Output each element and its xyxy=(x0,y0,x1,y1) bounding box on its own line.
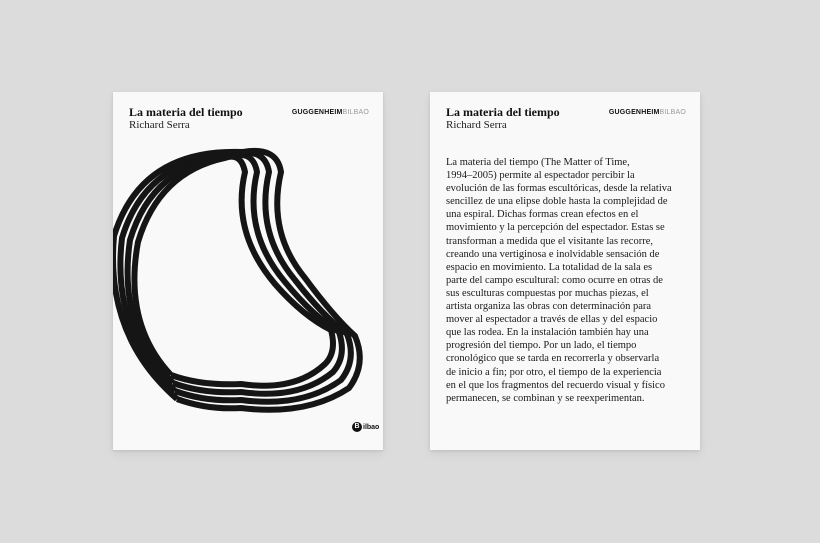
text-line: parte del campo escultural: como ocurre en otras de xyxy=(446,274,663,286)
text-line: evolución de las formas escultóricas, desde la relativa xyxy=(446,183,672,195)
text-line: permanecen, se combinan y se reexperimentan. xyxy=(446,392,645,404)
text-line: espacio en movimiento. La totalidad de la sala es xyxy=(446,261,653,273)
guggenheim-logo xyxy=(609,109,686,116)
text-line: creando una vertiginosa e inolvidable sensación de xyxy=(446,248,660,260)
text-line: sus esculturas compuestas por muchas piezas, el xyxy=(446,287,649,299)
text-line: una espiral. Dichas formas crean efectos en el xyxy=(446,209,639,221)
text-line: movimiento y la percepción del espectador. Estas se xyxy=(446,222,665,234)
text-line: cronológico que se tarda en recorrerla y observarla xyxy=(446,353,660,365)
description-paragraph xyxy=(446,156,694,405)
bilbao-logo-text: ilbao xyxy=(363,423,380,431)
brand-light: BILBAO xyxy=(342,109,369,116)
bilbao-logo xyxy=(352,422,379,432)
brand-light: BILBAO xyxy=(659,109,686,116)
card-title: La materia del tiempo xyxy=(446,105,560,119)
striped-ribbon-artwork xyxy=(113,92,383,450)
poster-card-text xyxy=(430,92,700,450)
text-line: La materia del tiempo (The Matter of Time, xyxy=(446,157,630,168)
text-line: 1994–2005) permite al espectador percibir la xyxy=(446,170,635,182)
text-line: transforman a medida que el visitante las recorre, xyxy=(446,235,653,247)
card-title: La materia del tiempo xyxy=(129,105,243,119)
text-line: sencillez de una elipse doble hasta la complejidad de xyxy=(446,196,668,208)
brand-bold: GUGGENHEIM xyxy=(291,109,343,116)
text-line: en el que los fragmentos del recuerdo visual y físico xyxy=(446,379,665,391)
card-subtitle: Richard Serra xyxy=(446,119,507,131)
poster-card-artwork xyxy=(113,92,383,450)
text-line: que las rodea. En la instalación también hay una xyxy=(446,327,649,339)
text-line: progresión del tiempo. Por un lado, el tiempo xyxy=(446,340,637,352)
text-line: de inicio a fin; por otro, el tiempo de la experiencia xyxy=(446,366,662,378)
bilbao-b-icon: B xyxy=(352,422,362,432)
text-line: artista organiza las obras con determinación para xyxy=(446,301,652,313)
text-line: mover al espectador a través de ellas y del espacio xyxy=(446,314,658,326)
brand-bold: GUGGENHEIM xyxy=(608,109,660,116)
card-subtitle: Richard Serra xyxy=(129,119,190,131)
